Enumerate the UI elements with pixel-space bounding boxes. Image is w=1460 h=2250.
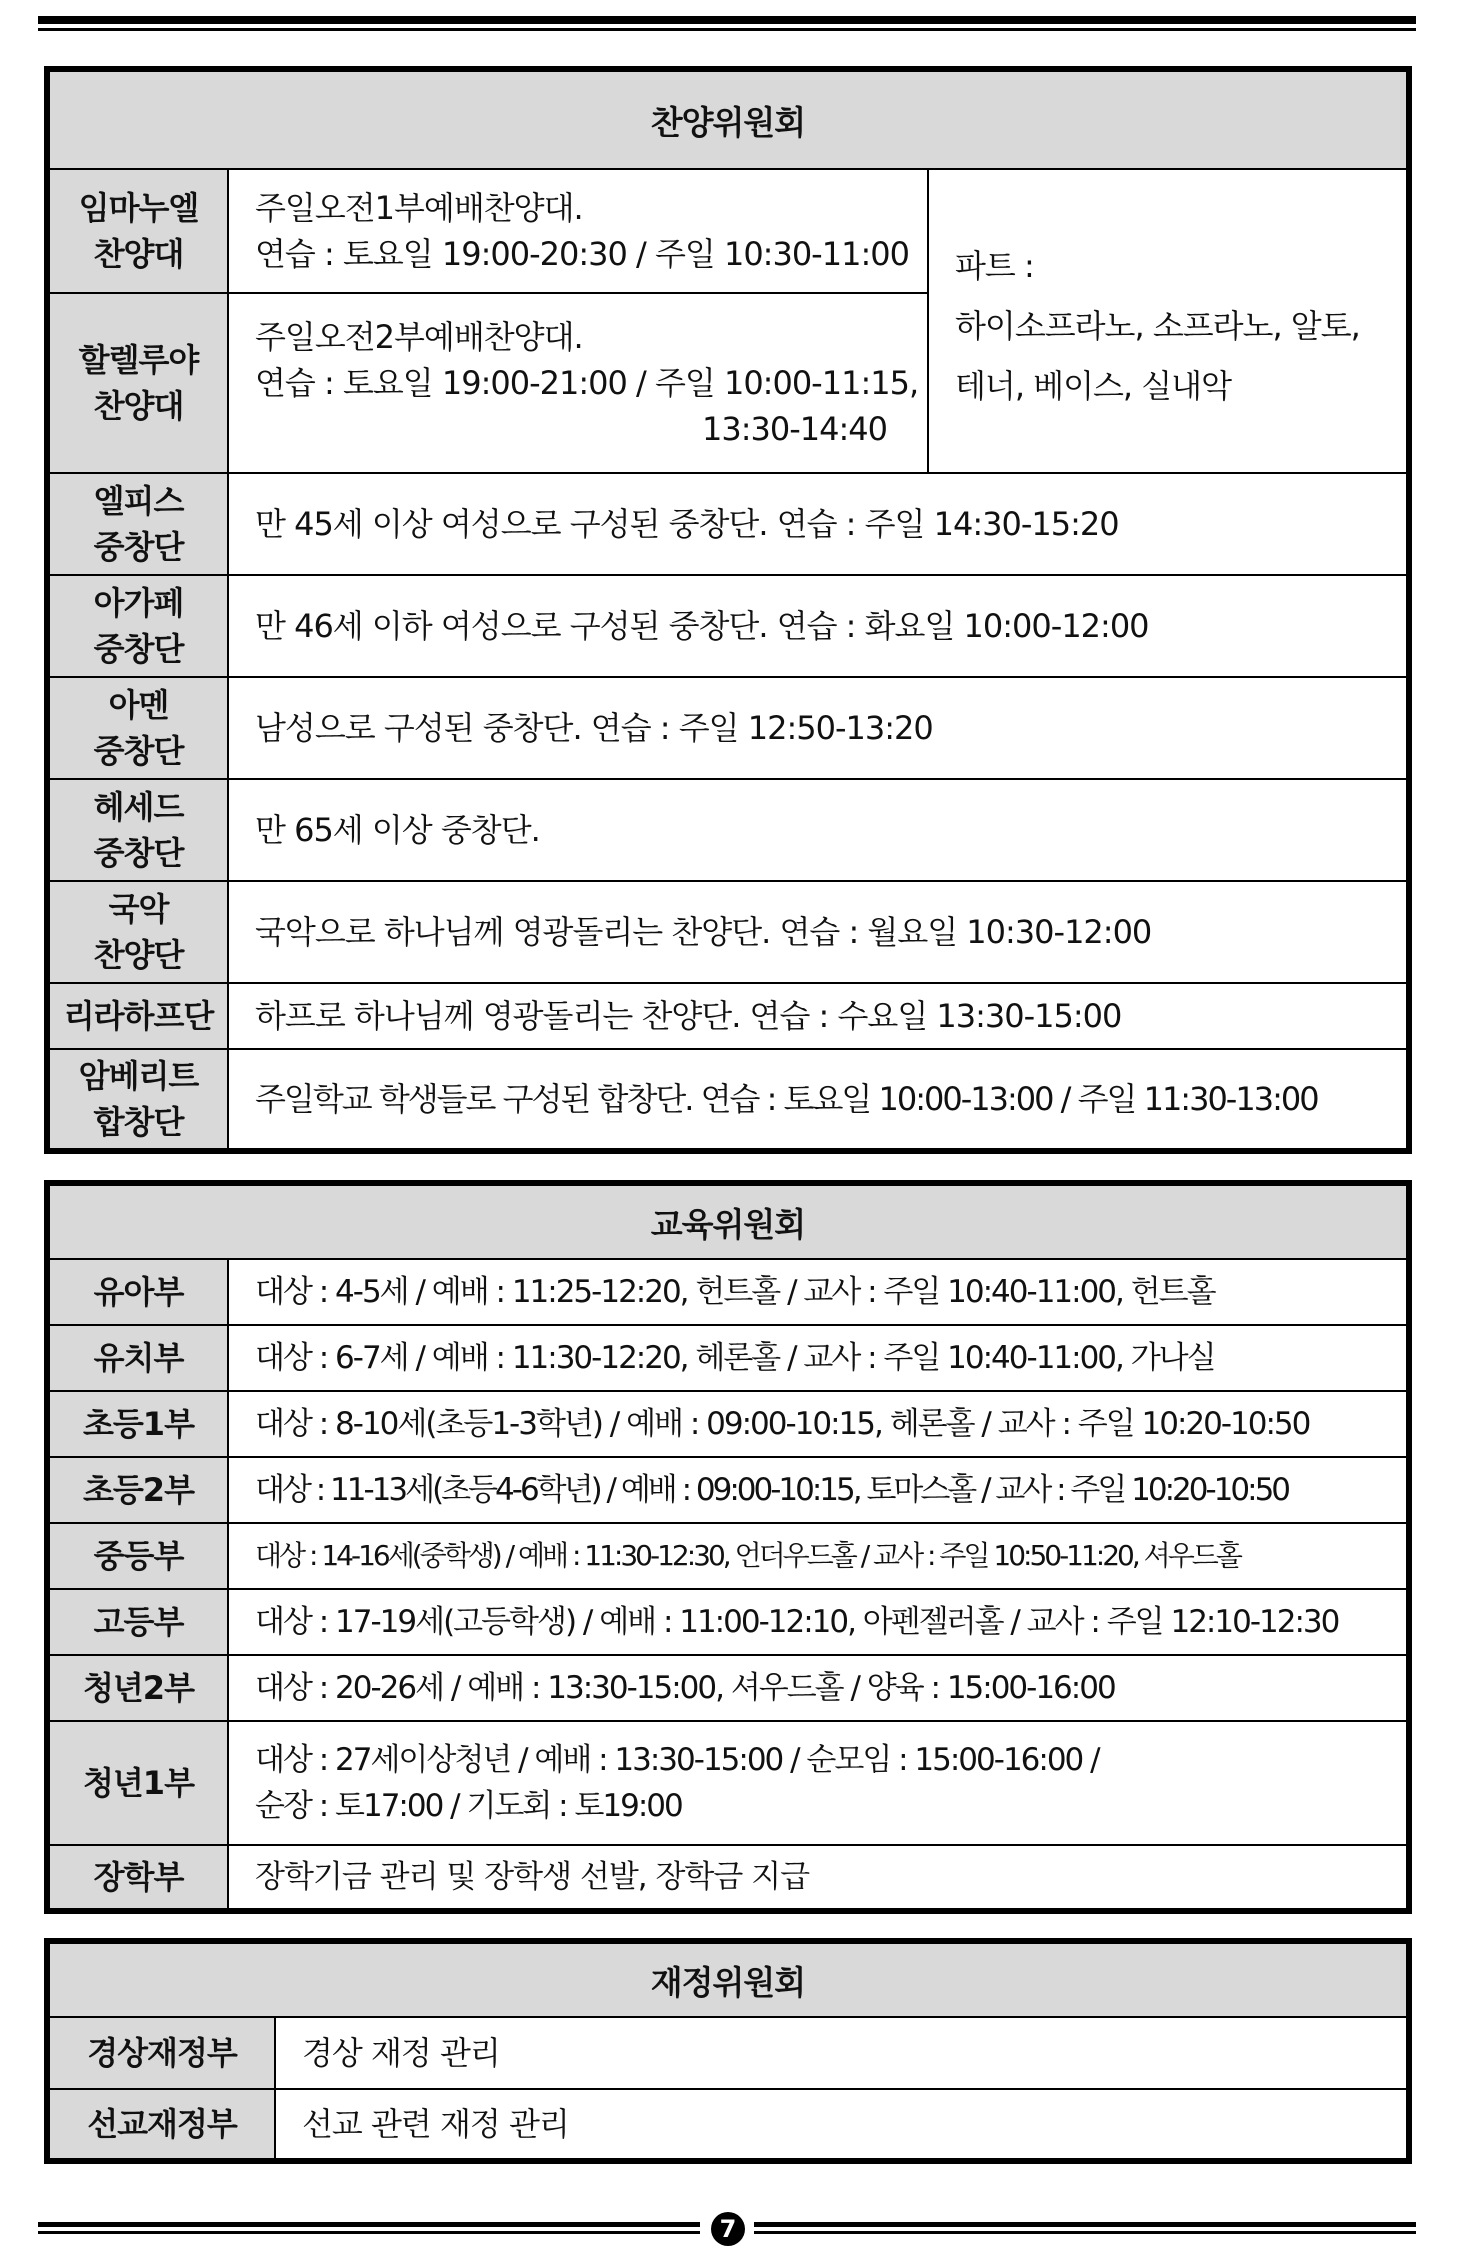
row-label: 선교재정부 — [47, 2089, 275, 2161]
row-label — [47, 473, 228, 575]
label-text: 임마누엘 찬양대 — [78, 189, 199, 273]
row-value: 주일학교 학생들로 구성된 합창단. 연습 : 토요일 10:00-13:00 / 주일 11:30-13:00 — [228, 1049, 1409, 1151]
row-label — [47, 169, 228, 293]
page-footer — [38, 2215, 1416, 2243]
row-label — [47, 1049, 228, 1151]
finance-committee-table — [44, 1938, 1412, 2164]
row-label — [47, 983, 228, 1049]
row-value: 만 45세 이상 여성으로 구성된 중창단. 연습 : 주일 14:30-15:20 — [228, 473, 1409, 575]
value-line: 13:30-14:40 — [702, 410, 887, 448]
page-number: 7 — [711, 2212, 745, 2246]
education-committee-title: 교육위원회 — [47, 1183, 1409, 1259]
row-value: 하프로 하나님께 영광돌리는 찬양단. 연습 : 수요일 13:30-15:00 — [228, 983, 1409, 1049]
row-value — [228, 169, 928, 293]
education-committee-table — [44, 1180, 1412, 1914]
label-text: 리라하프단 — [63, 997, 214, 1035]
row-value: 대상 : 17-19세(고등학생) / 예배 : 11:00-12:10, 아펜젤러홀 / 교사 : 주일 12:10-12:30 — [228, 1589, 1409, 1655]
row-label — [47, 881, 228, 983]
footer-rule-right-thin — [754, 2231, 1416, 2234]
row-value — [228, 293, 928, 473]
parts-cell — [928, 169, 1409, 473]
row-value — [228, 1721, 1409, 1845]
row-value: 대상 : 11-13세(초등4-6학년) / 예배 : 09:00-10:15, 토마스홀 / 교사 : 주일 10:20-10:50 — [228, 1457, 1409, 1523]
label-text: 할렐루야 찬양대 — [78, 341, 199, 425]
row-value: 만 65세 이상 중창단. — [228, 779, 1409, 881]
row-value: 국악으로 하나님께 영광돌리는 찬양단. 연습 : 월요일 10:30-12:00 — [228, 881, 1409, 983]
row-label: 유치부 — [47, 1325, 228, 1391]
parts-line: 파트 : — [955, 246, 1034, 285]
finance-committee-title: 재정위원회 — [47, 1941, 1409, 2017]
label-text: 암베리트 합창단 — [78, 1057, 199, 1141]
parts-line: 테너, 베이스, 실내악 — [955, 366, 1231, 405]
row-label: 중등부 — [47, 1523, 228, 1589]
parts-line: 하이소프라노, 소프라노, 알토, — [955, 306, 1360, 345]
row-value: 경상 재정 관리 — [275, 2017, 1409, 2089]
row-value: 만 46세 이하 여성으로 구성된 중창단. 연습 : 화요일 10:00-12:00 — [228, 575, 1409, 677]
label-text: 국악 찬양단 — [93, 890, 184, 974]
row-label: 고등부 — [47, 1589, 228, 1655]
row-value: 대상 : 14-16세(중학생) / 예배 : 11:30-12:30, 언더우드홀 / 교사 : 주일 10:50-11:20, 셔우드홀 — [228, 1523, 1409, 1589]
value-line: 대상 : 27세이상청년 / 예배 : 13:30-15:00 / 순모임 : 15:00-16:00 / — [255, 1742, 1099, 1778]
top-rule-thin — [38, 28, 1416, 31]
value-line: 주일오전2부예배찬양대. — [255, 318, 583, 356]
choir-committee-table — [44, 66, 1412, 1154]
choir-committee-title: 찬양위원회 — [47, 69, 1409, 169]
row-value: 대상 : 20-26세 / 예배 : 13:30-15:00, 셔우드홀 / 양육 : 15:00-16:00 — [228, 1655, 1409, 1721]
row-label: 초등2부 — [47, 1457, 228, 1523]
top-rule-thick — [38, 16, 1416, 24]
value-line: 주일오전1부예배찬양대. — [255, 189, 583, 227]
row-label: 경상재정부 — [47, 2017, 275, 2089]
label-text: 아가페 중창단 — [93, 584, 184, 668]
label-text: 아멘 중창단 — [93, 686, 184, 770]
row-value: 대상 : 8-10세(초등1-3학년) / 예배 : 09:00-10:15, 헤론홀 / 교사 : 주일 10:20-10:50 — [228, 1391, 1409, 1457]
row-value: 장학기금 관리 및 장학생 선발, 장학금 지급 — [228, 1845, 1409, 1911]
row-label: 청년2부 — [47, 1655, 228, 1721]
row-label: 청년1부 — [47, 1721, 228, 1845]
row-value: 대상 : 4-5세 / 예배 : 11:25-12:20, 헌트홀 / 교사 : 주일 10:40-11:00, 헌트홀 — [228, 1259, 1409, 1325]
row-label — [47, 575, 228, 677]
row-label — [47, 293, 228, 473]
row-value: 남성으로 구성된 중창단. 연습 : 주일 12:50-13:20 — [228, 677, 1409, 779]
row-label — [47, 779, 228, 881]
footer-rule-left-thin — [38, 2231, 700, 2234]
footer-rule-right — [754, 2222, 1416, 2227]
row-value: 선교 관련 재정 관리 — [275, 2089, 1409, 2161]
row-label — [47, 677, 228, 779]
label-text: 엘피스 중창단 — [93, 482, 184, 566]
row-label: 초등1부 — [47, 1391, 228, 1457]
label-text: 헤세드 중창단 — [93, 788, 184, 872]
value-line: 연습 : 토요일 19:00-21:00 / 주일 10:00-11:15, — [255, 364, 919, 402]
footer-rule-left — [38, 2222, 700, 2227]
value-line: 연습 : 토요일 19:00-20:30 / 주일 10:30-11:00 — [255, 235, 909, 273]
value-line: 순장 : 토17:00 / 기도회 : 토19:00 — [255, 1788, 682, 1824]
row-label: 장학부 — [47, 1845, 228, 1911]
row-label: 유아부 — [47, 1259, 228, 1325]
row-value: 대상 : 6-7세 / 예배 : 11:30-12:20, 헤론홀 / 교사 : 주일 10:40-11:00, 가나실 — [228, 1325, 1409, 1391]
